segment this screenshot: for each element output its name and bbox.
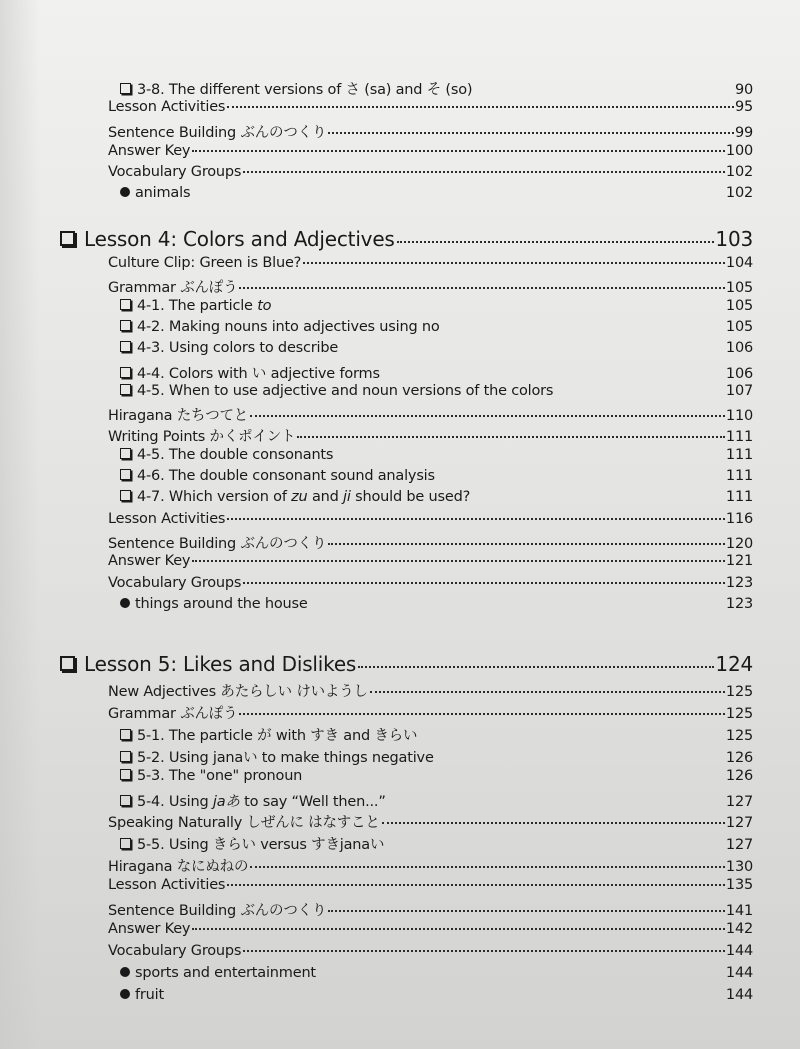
page-number: 144 bbox=[725, 942, 753, 959]
entry-label: Hiragana なにぬねの bbox=[108, 859, 249, 876]
toc-entry[interactable] bbox=[108, 99, 753, 115]
dot-leader bbox=[382, 822, 725, 824]
page-number: 123 bbox=[725, 574, 753, 591]
label-part: 5-4. Using bbox=[137, 793, 213, 810]
page-number: 127 bbox=[725, 793, 753, 810]
entry-label: things around the house bbox=[135, 595, 308, 612]
page-number: 90 bbox=[734, 82, 753, 98]
page-number: 142 bbox=[725, 920, 753, 937]
page-number: 141 bbox=[725, 903, 753, 919]
toc-entry[interactable] bbox=[120, 489, 753, 505]
toc-entry[interactable] bbox=[120, 768, 753, 784]
page-number: 127 bbox=[725, 837, 753, 854]
bullet-dot-icon bbox=[120, 967, 130, 977]
dot-leader bbox=[243, 950, 725, 952]
dot-leader bbox=[250, 415, 725, 417]
checkbox-icon bbox=[120, 367, 131, 378]
page-number: 135 bbox=[725, 877, 753, 894]
dot-leader bbox=[243, 171, 725, 173]
page-number: 110 bbox=[725, 408, 753, 425]
dot-leader bbox=[239, 713, 725, 715]
toc-entry[interactable] bbox=[108, 164, 753, 180]
page-number: 125 bbox=[725, 684, 753, 700]
lesson-title: Lesson 4: Colors and Adjectives bbox=[84, 227, 395, 251]
entry-label: Answer Key bbox=[108, 143, 191, 159]
page-number: 116 bbox=[725, 510, 753, 527]
toc-entry[interactable] bbox=[108, 276, 753, 297]
checkbox-icon bbox=[120, 320, 131, 331]
checkbox-icon bbox=[120, 751, 131, 762]
entry-label: Lesson Activities bbox=[108, 510, 226, 527]
entry-label: New Adjectives あたらしい けいようし bbox=[108, 684, 368, 700]
toc-entry[interactable] bbox=[108, 921, 753, 937]
dot-leader bbox=[192, 560, 725, 562]
toc-entry[interactable] bbox=[108, 532, 753, 553]
entry-label: 4-3. Using colors to describe bbox=[137, 340, 339, 357]
toc-entry[interactable] bbox=[108, 855, 753, 876]
checkbox-icon bbox=[120, 83, 131, 94]
label-part: 4-1. The particle bbox=[137, 297, 258, 314]
entry-label: 4-5. The double consonants bbox=[137, 446, 334, 463]
toc-entry[interactable] bbox=[108, 121, 753, 142]
toc-entry[interactable] bbox=[108, 899, 753, 920]
entry-label bbox=[137, 298, 271, 314]
page-number: 100 bbox=[725, 143, 753, 159]
toc-entry[interactable] bbox=[120, 790, 753, 811]
entry-label: 4-2. Making nouns into adjectives using no bbox=[137, 318, 440, 335]
entry-label: 4-5. When to use adjective and noun versions of the colors bbox=[137, 382, 554, 399]
bullet-dot-icon bbox=[120, 989, 130, 999]
bullet-dot-icon bbox=[120, 598, 130, 608]
dot-leader bbox=[250, 866, 725, 868]
page-number: 126 bbox=[725, 749, 753, 766]
entry-label: Sentence Building ぶんのつくり bbox=[108, 903, 327, 919]
toc-entry[interactable] bbox=[120, 185, 753, 201]
dot-leader bbox=[192, 150, 725, 152]
entry-label: 5-2. Using janaい to make things negative bbox=[137, 749, 434, 766]
toc-entry[interactable] bbox=[120, 965, 753, 981]
toc-entry[interactable] bbox=[120, 596, 753, 612]
dot-leader bbox=[227, 884, 725, 886]
toc-entry[interactable] bbox=[120, 78, 753, 99]
entry-label: Answer Key bbox=[108, 553, 191, 570]
dot-leader bbox=[328, 910, 725, 912]
toc-entry[interactable] bbox=[108, 702, 753, 723]
checkbox-icon bbox=[120, 341, 131, 352]
page-number: 102 bbox=[725, 164, 753, 180]
toc-entry[interactable] bbox=[120, 447, 753, 463]
entry-label: 5-5. Using きらい versus すきjanaい bbox=[137, 837, 385, 854]
page-number: 102 bbox=[725, 185, 753, 201]
page-number: 121 bbox=[725, 553, 753, 570]
bullet-dot-icon bbox=[120, 187, 130, 197]
toc-entry[interactable] bbox=[120, 468, 753, 484]
toc-entry[interactable] bbox=[108, 943, 753, 959]
entry-label: Hiragana たちつてと bbox=[108, 408, 249, 425]
toc-entry[interactable] bbox=[108, 143, 753, 159]
entry-label: Vocabulary Groups bbox=[108, 164, 242, 180]
toc-entry[interactable] bbox=[108, 404, 753, 425]
page-number: 125 bbox=[725, 705, 753, 722]
entry-label: Sentence Building ぶんのつくり bbox=[108, 535, 327, 552]
page-number: 103 bbox=[715, 227, 753, 251]
page-number: 105 bbox=[725, 318, 753, 335]
dot-leader bbox=[328, 132, 734, 134]
dot-leader bbox=[243, 582, 725, 584]
label-part: and bbox=[307, 489, 344, 506]
dot-leader bbox=[303, 262, 725, 264]
entry-label: Grammar ぶんぽう bbox=[108, 705, 238, 722]
page-number: 126 bbox=[725, 767, 753, 784]
label-part: 4-7. Which version of bbox=[137, 489, 292, 506]
entry-label: Vocabulary Groups bbox=[108, 942, 242, 959]
dot-leader bbox=[297, 436, 725, 438]
page-number: 95 bbox=[734, 99, 753, 115]
entry-label: 4-4. Colors with い adjective forms bbox=[137, 365, 380, 382]
checkbox-icon bbox=[120, 490, 131, 501]
italic-term: to bbox=[257, 297, 272, 314]
page-number: 106 bbox=[725, 340, 753, 357]
entry-label: 5-1. The particle が with すき and きらい bbox=[137, 727, 418, 744]
entry-label: 4-6. The double consonant sound analysis bbox=[137, 468, 435, 484]
dot-leader bbox=[358, 666, 714, 668]
dot-leader bbox=[328, 543, 725, 545]
page-number: 111 bbox=[725, 446, 753, 463]
dot-leader bbox=[370, 691, 725, 693]
toc-entry[interactable] bbox=[108, 680, 753, 701]
entry-label: Lesson Activities bbox=[108, 99, 226, 115]
toc-entry[interactable] bbox=[108, 255, 753, 271]
toc-entry[interactable] bbox=[120, 833, 753, 854]
checkbox-icon bbox=[120, 469, 131, 480]
checkbox-icon bbox=[120, 384, 131, 395]
entry-label: animals bbox=[135, 185, 191, 201]
page-number: 105 bbox=[725, 297, 753, 314]
toc-entry[interactable] bbox=[120, 987, 753, 1003]
page-number: 120 bbox=[725, 535, 753, 552]
toc-entry[interactable] bbox=[120, 724, 753, 745]
checkbox-icon bbox=[120, 729, 131, 740]
toc-entry[interactable] bbox=[108, 511, 753, 527]
toc-entry[interactable] bbox=[120, 298, 753, 314]
toc-entry[interactable] bbox=[120, 340, 753, 356]
toc-entry[interactable] bbox=[108, 811, 753, 832]
entry-label: Lesson Activities bbox=[108, 877, 226, 894]
page-number: 104 bbox=[725, 255, 753, 271]
checkbox-icon bbox=[60, 656, 75, 671]
toc-entry[interactable] bbox=[108, 575, 753, 591]
italic-term: ji bbox=[343, 489, 351, 506]
page-number: 111 bbox=[725, 429, 753, 446]
page-number: 106 bbox=[725, 365, 753, 382]
lesson-title: Lesson 5: Likes and Dislikes bbox=[84, 652, 357, 676]
checkbox-icon bbox=[60, 231, 75, 246]
page-number: 144 bbox=[725, 986, 753, 1003]
dot-leader bbox=[227, 518, 725, 520]
entry-label: sports and entertainment bbox=[135, 964, 316, 981]
checkbox-icon bbox=[120, 769, 131, 780]
toc-entry[interactable] bbox=[108, 425, 753, 446]
checkbox-icon bbox=[120, 838, 131, 849]
checkbox-icon bbox=[120, 795, 131, 806]
checkbox-icon bbox=[120, 448, 131, 459]
checkbox-icon bbox=[120, 299, 131, 310]
toc-entry[interactable] bbox=[120, 362, 753, 383]
toc-entry[interactable] bbox=[120, 383, 753, 399]
italic-term: jaあ bbox=[212, 793, 240, 810]
lesson-heading-4[interactable] bbox=[60, 227, 753, 251]
page-number: 130 bbox=[725, 859, 753, 876]
entry-label: Vocabulary Groups bbox=[108, 574, 242, 591]
page-number: 105 bbox=[725, 280, 753, 297]
entry-label: Culture Clip: Green is Blue? bbox=[108, 255, 302, 271]
page-number: 125 bbox=[725, 727, 753, 744]
italic-term: zu bbox=[291, 489, 308, 506]
label-part: to say “Well then...” bbox=[239, 793, 386, 810]
entry-label bbox=[137, 489, 470, 505]
toc-entry[interactable] bbox=[120, 746, 753, 767]
page-number: 111 bbox=[725, 489, 753, 506]
entry-label: Sentence Building ぶんのつくり bbox=[108, 125, 327, 141]
dot-leader bbox=[192, 928, 725, 930]
entry-label: Answer Key bbox=[108, 920, 191, 937]
toc-entry[interactable] bbox=[120, 319, 753, 335]
dot-leader bbox=[239, 287, 725, 289]
page-number: 111 bbox=[725, 468, 753, 484]
lesson-heading-5[interactable] bbox=[60, 652, 753, 676]
entry-label: Writing Points かくポイント bbox=[108, 429, 296, 446]
entry-label: 5-3. The "one" pronoun bbox=[137, 767, 303, 784]
dot-leader bbox=[397, 241, 715, 243]
entry-label: Speaking Naturally しぜんに はなすこと bbox=[108, 815, 380, 832]
page-number: 144 bbox=[725, 964, 753, 981]
entry-label bbox=[137, 790, 386, 811]
page-number: 124 bbox=[715, 652, 753, 676]
entry-label: fruit bbox=[135, 986, 164, 1003]
dot-leader bbox=[227, 106, 734, 108]
toc-entry[interactable] bbox=[108, 877, 753, 893]
entry-label: 3-8. The different versions of さ (sa) and そ (so) bbox=[137, 82, 473, 98]
entry-label: Grammar ぶんぽう bbox=[108, 280, 238, 297]
page-number: 99 bbox=[734, 125, 753, 141]
page-number: 107 bbox=[725, 382, 753, 399]
page-number: 127 bbox=[725, 815, 753, 832]
toc-entry[interactable] bbox=[108, 553, 753, 569]
page-number: 123 bbox=[725, 595, 753, 612]
label-part: should be used? bbox=[350, 489, 471, 506]
